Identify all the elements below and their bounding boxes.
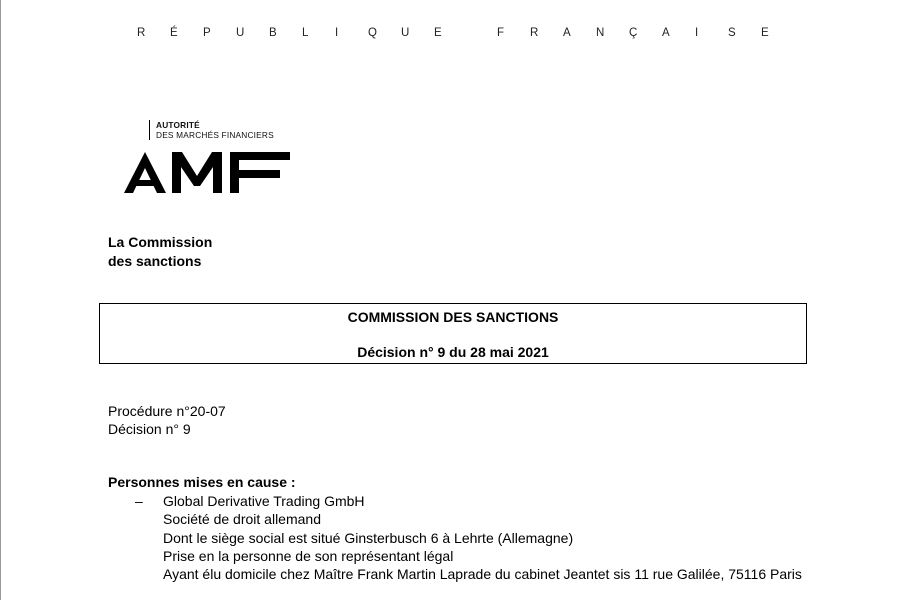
header-letter: Q — [368, 27, 377, 39]
issuer-line-1: La Commission — [108, 234, 213, 250]
header-letter: I — [335, 27, 339, 39]
person-line: Dont le siège social est situé Ginsterbusch 6 à Lehrte (Allemagne) — [163, 529, 574, 546]
header-letter: E — [434, 27, 442, 39]
title-heading: COMMISSION DES SANCTIONS — [347, 309, 559, 325]
page-edge — [0, 0, 1, 600]
person-line: Global Derivative Trading GmbH — [163, 493, 365, 509]
procedure-decision: Décision n° 9 — [108, 421, 191, 437]
issuer-line-2: des sanctions — [108, 253, 202, 269]
header-letter: Ç — [629, 27, 638, 39]
title-decision: Décision n° 9 du 28 mai 2021 — [357, 344, 549, 360]
header-letter: S — [728, 27, 736, 39]
persons-heading: Personnes mises en cause : — [108, 474, 296, 490]
logo-line-marches: DES MARCHÉS FINANCIERS — [156, 130, 274, 140]
header-letter: I — [695, 27, 699, 39]
header-letter: R — [530, 27, 539, 39]
person-line: Ayant élu domicile chez Maître Frank Martin Laprade du cabinet Jeantet sis 11 rue Galilée, 75116 Paris — [163, 566, 802, 583]
logo-line-autorite: AUTORITÉ — [156, 120, 200, 130]
header-letter: L — [302, 27, 309, 39]
procedure-number: Procédure n°20-07 — [108, 403, 226, 419]
title-box — [99, 303, 807, 364]
header-letter: U — [401, 27, 410, 39]
header-letter: R — [137, 27, 146, 39]
issuer-label — [108, 233, 212, 271]
amf-wordmark-icon — [120, 148, 295, 194]
amf-logo — [120, 118, 310, 198]
header-letter: N — [596, 27, 605, 39]
procedure-block — [108, 402, 226, 438]
header-letter: P — [203, 27, 211, 39]
header-letter: É — [170, 27, 178, 39]
header-letter: A — [662, 27, 670, 39]
person-details — [163, 492, 802, 583]
header-letter: F — [497, 27, 505, 39]
person-line: Prise en la personne de son représentant légal — [163, 547, 454, 564]
logo-divider — [149, 120, 150, 140]
header-letter: B — [269, 27, 277, 39]
header-letter: E — [761, 27, 769, 39]
person-line: Société de droit allemand — [163, 511, 321, 528]
header-letter: A — [563, 27, 571, 39]
header-letter: U — [236, 27, 245, 39]
list-bullet: – — [135, 493, 143, 509]
